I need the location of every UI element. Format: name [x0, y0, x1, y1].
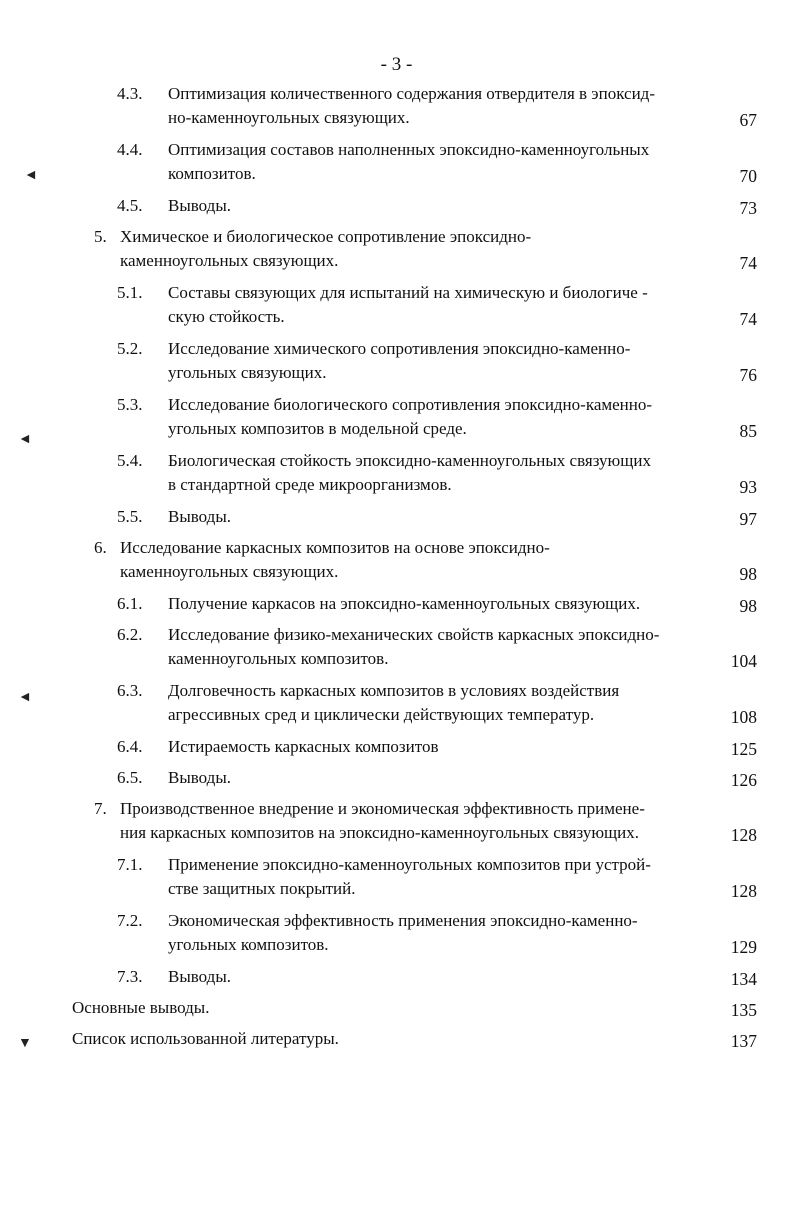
toc-entry-page: 134	[730, 969, 757, 989]
toc-entry	[0, 996, 793, 1020]
toc-entry	[0, 1027, 793, 1051]
toc-entry-title: Биологическая стойкость эпоксидно-каменноугольных связующих в стандартной среде микроорганизмов.	[168, 451, 651, 494]
toc-entry-page: 97	[739, 509, 757, 529]
toc-entry-page: 67	[739, 110, 757, 130]
toc-entry-title: Долговечность каркасных композитов в условиях воздействия агрессивных сред и циклически действующих температур.	[168, 681, 620, 724]
toc-entry-page: 76	[739, 365, 757, 385]
toc-entry	[0, 797, 793, 845]
toc-entry-title: Получение каркасов на эпоксидно-каменноугольных связующих.	[168, 594, 641, 613]
toc-entry	[0, 853, 793, 901]
toc-entry-page: 70	[739, 166, 757, 186]
toc-entry-number: 6.5.	[117, 768, 143, 787]
toc-entry-page: 74	[739, 253, 757, 273]
toc-entry-number: 6.4.	[117, 737, 143, 756]
toc-entry	[0, 592, 793, 616]
toc-entry-number: 5.5.	[117, 507, 143, 526]
toc-entry-title: Оптимизация количественного содержания отвердителя в эпоксид- но-каменноугольных связующих.	[168, 84, 655, 127]
toc-entry-page: 93	[739, 477, 757, 497]
toc-entry-number: 6.3.	[117, 681, 143, 700]
scan-mark-icon: ◄	[18, 432, 32, 447]
toc-entry-page: 128	[730, 881, 757, 901]
toc-entry-title: Исследование каркасных композитов на основе эпоксидно- каменноугольных связующих.	[120, 538, 550, 581]
toc-entry-number: 7.1.	[117, 855, 143, 874]
toc-entry-title: Список использованной литературы.	[72, 1029, 339, 1048]
toc-entry	[0, 965, 793, 989]
toc-entry-number: 6.2.	[117, 625, 143, 644]
toc-entry-title: Истираемость каркасных композитов	[168, 737, 439, 756]
toc-entry-title: Выводы.	[168, 196, 232, 215]
toc-entry-number: 6.1.	[117, 594, 143, 613]
toc-entry-number: 5.4.	[117, 451, 143, 470]
toc-entry	[0, 337, 793, 385]
toc-entry-title: Исследование биологического сопротивления эпоксидно-каменно- угольных композитов в модельной среде.	[168, 395, 653, 438]
toc-entry-title: Химическое и биологическое сопротивление эпоксидно- каменноугольных связующих.	[120, 227, 532, 270]
toc-entry-title: Исследование физико-механических свойств каркасных эпоксидно- каменноугольных композитов.	[168, 625, 660, 668]
toc-entry-page: 74	[739, 309, 757, 329]
toc-entry	[0, 505, 793, 529]
toc-entry-page: 73	[739, 198, 757, 218]
toc-entry-title: Основные выводы.	[72, 998, 210, 1017]
toc-entry-number: 5.1.	[117, 283, 143, 302]
toc-entry-page: 108	[730, 707, 757, 727]
toc-entry-number: 6.	[94, 538, 107, 557]
toc-entry-title: Исследование химического сопротивления эпоксидно-каменно- угольных связующих.	[168, 339, 631, 382]
toc-entry-title: Составы связующих для испытаний на химическую и биологиче - скую стойкость.	[168, 283, 648, 326]
toc-entry-number: 4.5.	[117, 196, 143, 215]
toc-entry	[0, 679, 793, 727]
toc-entry-page: 85	[739, 421, 757, 441]
toc-entry-number: 4.3.	[117, 84, 143, 103]
toc-entry-number: 5.2.	[117, 339, 143, 358]
toc-entry-number: 5.3.	[117, 395, 143, 414]
toc-entry-page: 98	[739, 596, 757, 616]
toc-entry-title: Оптимизация составов наполненных эпоксидно-каменноугольных композитов.	[168, 140, 650, 183]
toc-entry-number: 5.	[94, 227, 107, 246]
toc-entry	[0, 138, 793, 186]
toc-entry-page: 129	[730, 937, 757, 957]
page-number: - 3 -	[380, 54, 413, 75]
toc-entry-title: Экономическая эффективность применения эпоксидно-каменно- угольных композитов.	[168, 911, 638, 954]
toc-entry	[0, 194, 793, 218]
toc-entry-title: Выводы.	[168, 507, 232, 526]
toc-entry-number: 7.3.	[117, 967, 143, 986]
toc-entry-title: Производственное внедрение и экономическая эффективность примене- ния каркасных композитов на эпоксидно-каменноугольных связующих.	[120, 799, 645, 842]
toc-entry-number: 7.2.	[117, 911, 143, 930]
toc-entry	[0, 766, 793, 790]
toc-entry-page: 98	[739, 564, 757, 584]
toc-entry	[0, 536, 793, 584]
scan-mark-icon: ◄	[18, 690, 32, 705]
toc-entry	[0, 909, 793, 957]
toc-entry-title: Выводы.	[168, 967, 232, 986]
toc-entry	[0, 225, 793, 273]
scan-mark-icon: ▼	[18, 1036, 32, 1051]
toc-entry-page: 104	[730, 651, 757, 671]
toc-entry-title: Применение эпоксидно-каменноугольных композитов при устрой- стве защитных покрытий.	[168, 855, 651, 898]
toc-entry-page: 135	[730, 1000, 757, 1020]
toc-entry-page: 126	[730, 770, 757, 790]
table-of-contents	[0, 82, 793, 1058]
toc-entry-number: 4.4.	[117, 140, 143, 159]
toc-entry	[0, 623, 793, 671]
toc-entry	[0, 281, 793, 329]
scan-mark-icon: ◄	[24, 168, 38, 183]
toc-entry	[0, 449, 793, 497]
toc-entry-page: 137	[730, 1031, 757, 1051]
toc-entry-title: Выводы.	[168, 768, 232, 787]
toc-entry-page: 125	[730, 739, 757, 759]
toc-entry	[0, 82, 793, 130]
toc-entry-page: 128	[730, 825, 757, 845]
toc-entry	[0, 393, 793, 441]
toc-entry	[0, 735, 793, 759]
toc-entry-number: 7.	[94, 799, 107, 818]
